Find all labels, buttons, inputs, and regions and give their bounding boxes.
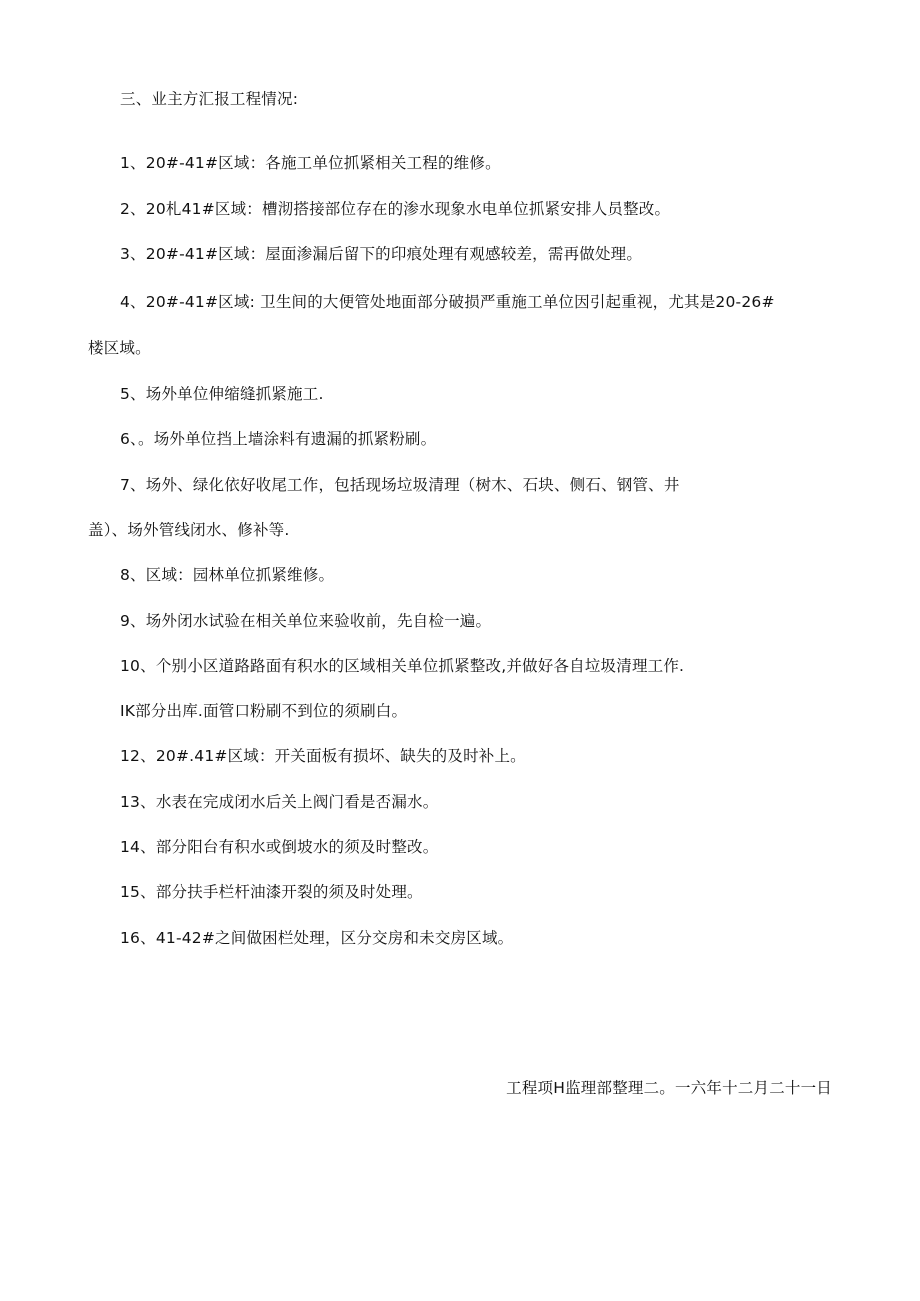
list-item-11: IK部分出库.面管口粉刷不到位的须刷白。 (120, 702, 408, 720)
list-item-14: 14、部分阳台有积水或倒坡水的须及时整改。 (120, 838, 439, 856)
section-heading: 三、业主方汇报工程情况: (120, 90, 299, 108)
list-item-6: 6、。场外单位挡上墙涂料有遗漏的抓紧粉刷。 (120, 430, 437, 448)
list-item-5: 5、场外单位伸缩缝抓紧施工. (120, 385, 324, 403)
list-item-10: 10、个别小区道路路面有积水的区域相关单位抓紧整改,并做好各自垃圾清理工作. (120, 657, 685, 675)
list-item-7-continuation: 盖）、场外管线闭水、修补等. (88, 521, 290, 539)
list-item-2: 2、20札41#区域：槽沏搭接部位存在的渗水现象水电单位抓紧安排人员整改。 (120, 200, 671, 218)
list-item-4: 4、20#-41#区域: 卫生间的大便管处地面部分破损严重施工单位因引起重视，尤其是20-26# (120, 293, 775, 311)
list-item-7: 7、场外、绿化依好收尾工作，包括现场垃圾清理（树木、石块、侧石、钢管、井 (120, 476, 680, 494)
list-item-13: 13、水表在完成闭水后关上阀门看是否漏水。 (120, 793, 439, 811)
list-item-12: 12、20#.41#区域：开关面板有损坏、缺失的及时补上。 (120, 747, 526, 765)
list-item-9: 9、场外闭水试验在相关单位来验收前，先自检一遍。 (120, 612, 492, 630)
list-item-1: 1、20#-41#区域：各施工单位抓紧相关工程的维修。 (120, 154, 501, 172)
list-item-8: 8、区域：园林单位抓紧维修。 (120, 566, 335, 584)
list-item-15: 15、部分扶手栏杆油漆开裂的须及时处理。 (120, 883, 423, 901)
list-item-3: 3、20#-41#区域：屋面渗漏后留下的印痕处理有观感较差，需再做处理。 (120, 245, 643, 263)
signature-date-line: 工程项H监理部整理二。一六年十二月二十一日 (506, 1079, 832, 1097)
list-item-16: 16、41-42#之间做困栏处理，区分交房和未交房区域。 (120, 929, 514, 947)
list-item-4-continuation: 楼区域。 (88, 339, 151, 357)
